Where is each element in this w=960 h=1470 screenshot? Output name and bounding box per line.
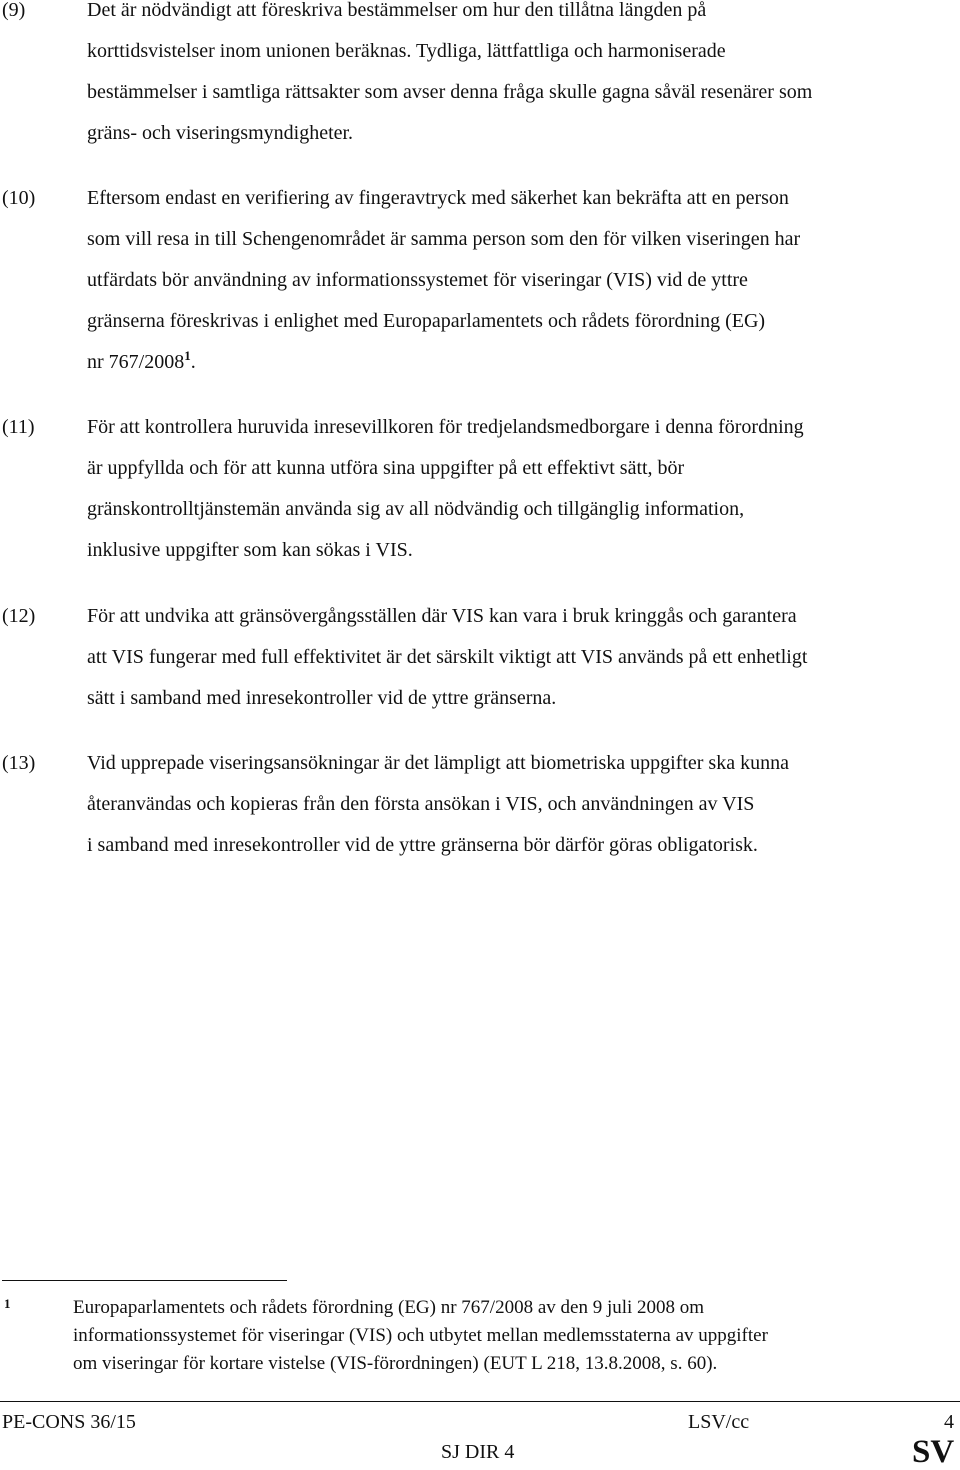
text-line: gränserna föreskrivas i enlighet med Europaparlamentets och rådets förordning (EG) — [87, 310, 766, 332]
footnote-separator — [2, 1280, 287, 1281]
author-initials: LSV/cc — [688, 1411, 750, 1433]
paragraph-text — [87, 596, 953, 719]
text-line: Det är nödvändigt att föreskriva bestämmelser om hur den tillåtna längden på — [87, 0, 707, 21]
footnote-line: Europaparlamentets och rådets förordning (EG) nr 767/2008 av den 9 juli 2008 om — [73, 1297, 705, 1318]
text-line: gräns- och viseringsmyndigheter. — [87, 122, 354, 144]
paragraph-number: (12) — [2, 605, 36, 627]
text-line: För att undvika att gränsövergångsställen där VIS kan vara i bruk kringgås och garantera — [87, 605, 797, 627]
language-code: SV — [912, 1434, 955, 1470]
text-line: gränskontrolltjänstemän använda sig av all nödvändig och tillgänglig information, — [87, 498, 745, 520]
text-line: sätt i samband med inresekontroller vid de yttre gränserna. — [87, 687, 557, 709]
paragraph-number: (9) — [2, 0, 26, 21]
text-line: är uppfyllda och för att kunna utföra sina uppgifter på ett effektivt sätt, bör — [87, 457, 685, 479]
footnote-reference[interactable]: 1 — [184, 348, 191, 363]
paragraph-number: (13) — [2, 752, 36, 774]
footnote-line: informationssystemet för viseringar (VIS) och utbytet mellan medlemsstaterna av uppgifter — [73, 1325, 768, 1346]
paragraph-text — [87, 743, 953, 866]
text-line: utfärdats bör användning av informationssystemet för viseringar (VIS) vid de yttre — [87, 269, 748, 291]
sentence-end: . — [190, 351, 196, 373]
text-line: att VIS fungerar med full effektivitet är det särskilt viktigt att VIS används på ett enhetligt — [87, 646, 808, 668]
text-fragment: nr 767/2008 — [87, 351, 185, 373]
footnote-text — [73, 1294, 953, 1378]
paragraph-number: (11) — [2, 416, 35, 438]
text-line: som vill resa in till Schengenområdet är samma person som den för vilken viseringen har — [87, 228, 801, 250]
paragraph-text — [87, 0, 953, 154]
text-line: Vid upprepade viseringsansökningar är det lämpligt att biometriska uppgifter ska kunna — [87, 752, 789, 774]
text-line: För att kontrollera huruvida inresevillkoren för tredjelandsmedborgare i denna förordning — [87, 416, 804, 438]
directorate-code: SJ DIR 4 — [441, 1441, 515, 1463]
text-line: Eftersom endast en verifiering av fingeravtryck med säkerhet kan bekräfta att en person — [87, 187, 789, 209]
text-line: korttidsvistelser inom unionen beräknas. Tydliga, lättfattliga och harmoniserade — [87, 40, 726, 62]
footnote-line: om viseringar för kortare vistelse (VIS-förordningen) (EUT L 218, 13.8.2008, s. 60). — [73, 1353, 718, 1374]
paragraph-text — [87, 407, 953, 571]
text-line-with-footnote — [87, 342, 953, 383]
paragraph-text — [87, 178, 953, 383]
text-line: återanvändas och kopieras från den första ansökan i VIS, och användningen av VIS — [87, 793, 755, 815]
footnote-number: 1 — [4, 1296, 11, 1311]
paragraph-number: (10) — [2, 187, 36, 209]
document-reference: PE-CONS 36/15 — [2, 1411, 136, 1433]
text-line: inklusive uppgifter som kan sökas i VIS. — [87, 539, 413, 561]
footer-separator — [0, 1401, 960, 1402]
text-line: bestämmelser i samtliga rättsakter som avser denna fråga skulle gagna såväl resenärer som — [87, 81, 813, 103]
page-number: 4 — [944, 1411, 954, 1433]
text-line: i samband med inresekontroller vid de yttre gränserna bör därför göras obligatorisk. — [87, 834, 758, 856]
